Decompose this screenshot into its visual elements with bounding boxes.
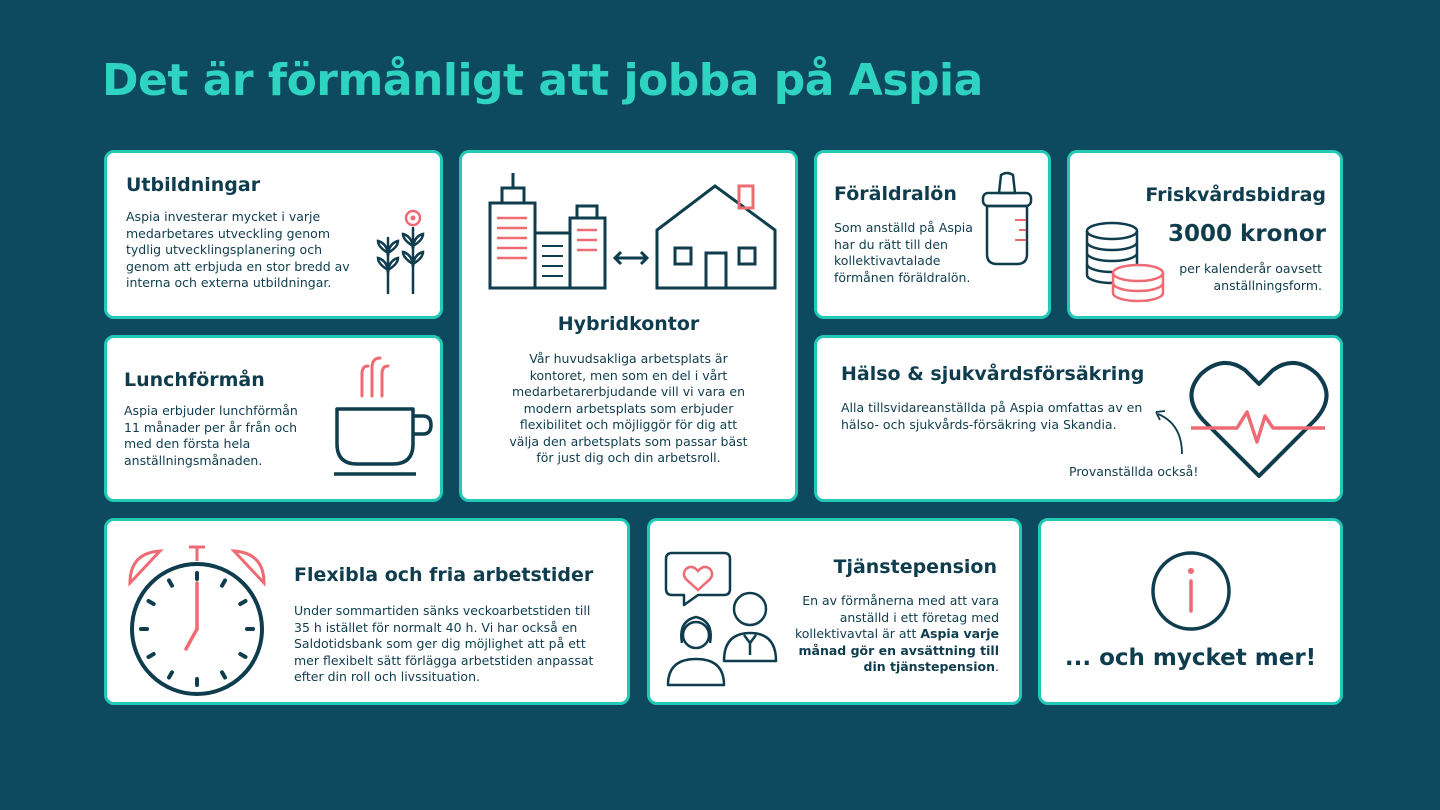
card-text: Under sommartiden sänks veckoarbetstiden till 35 h istället för normalt 40 h. Vi har också en Saldotidsbank som ger dig möjlighet att på ett mer flexibelt sätt förlägga arbetstiden anpassat efter din roll och livssituation. [294, 603, 594, 684]
clock-tick [222, 672, 225, 677]
card-text: Som anställd på Aspia har du rätt till den kollektivavtalade förmånen föräldralön. [834, 220, 973, 285]
people-heart-icon [664, 543, 794, 688]
heart-pulse-icon [1189, 356, 1329, 481]
card-flex [104, 518, 630, 705]
card-foraldralon [814, 150, 1051, 319]
card-heading: Föräldralön [834, 183, 957, 205]
card-heading: Lunchförmån [124, 369, 265, 391]
card-heading: ... och mycket mer! [1064, 645, 1317, 671]
clock-tick [149, 654, 154, 657]
clock-tick [149, 601, 154, 604]
card-pension [647, 518, 1022, 705]
clock-tick [240, 654, 245, 657]
card-heading: Hybridkontor [557, 313, 700, 335]
office-home-icon [487, 168, 777, 293]
card-heading: Friskvårdsbidrag [1145, 184, 1326, 206]
card-text-plain: En av förmånerna med att vara anställd i ett företag med kollektivavtal är att [794, 593, 999, 641]
card-heading: Utbildningar [126, 174, 261, 196]
card-text-bold: Aspia varje månad gör en avsättning till din tjänstepension [798, 626, 999, 674]
alarm-clock-icon [122, 539, 272, 699]
note-text: Provanställda också! [1069, 464, 1199, 479]
card-halsa [814, 335, 1343, 502]
coffee-cup-icon [332, 354, 437, 479]
card-heading: Hälso & sjukvårdsförsäkring [841, 363, 1145, 385]
page-title: Det är förmånligt att jobba på Aspia [102, 55, 983, 106]
clock-tick [222, 581, 225, 586]
card-friskvard [1067, 150, 1343, 319]
card-more [1038, 518, 1343, 705]
plant-icon [372, 208, 432, 298]
clock-tick [169, 581, 172, 586]
info-icon [1149, 549, 1233, 633]
card-text: Aspia erbjuder lunchförmån 11 månader per år från och med den första hela anställningsmånaden. [124, 403, 298, 468]
card-text-end: . [995, 659, 999, 674]
card-heading: Tjänstepension [833, 556, 997, 578]
card-utbildningar [104, 150, 443, 319]
card-hybridkontor [459, 150, 798, 502]
card-text: Alla tillsvidareanställda på Aspia omfattas av en hälso- och sjukvårds-försäkring via Skandia. [841, 400, 1143, 432]
clock-tick [240, 601, 245, 604]
coins-icon [1083, 221, 1168, 306]
amount-value: 3000 kronor [1168, 221, 1326, 247]
card-text: per kalenderår oavsett anställningsform. [1179, 261, 1322, 293]
baby-bottle-icon [977, 170, 1037, 270]
card-heading: Flexibla och fria arbetstider [294, 564, 594, 586]
card-text: Vår huvudsakliga arbetsplats är kontoret, men som en del i vårt medarbetarerbjudande vill vi vara en modern arbetsplats som erbjuder flexibilitet och möjliggör för dig att välja den arbetsplats som passar bäst för just dig och din arbetsroll. [509, 351, 748, 465]
clock-tick [169, 672, 172, 677]
card-text [784, 593, 999, 676]
arrow-icon [1152, 406, 1192, 458]
card-text: Aspia investerar mycket i varje medarbetares utveckling genom tydlig utvecklingsplanering och genom att erbjuda en stor bredd av interna och externa utbildningar. [126, 209, 350, 290]
card-lunch [104, 335, 443, 502]
